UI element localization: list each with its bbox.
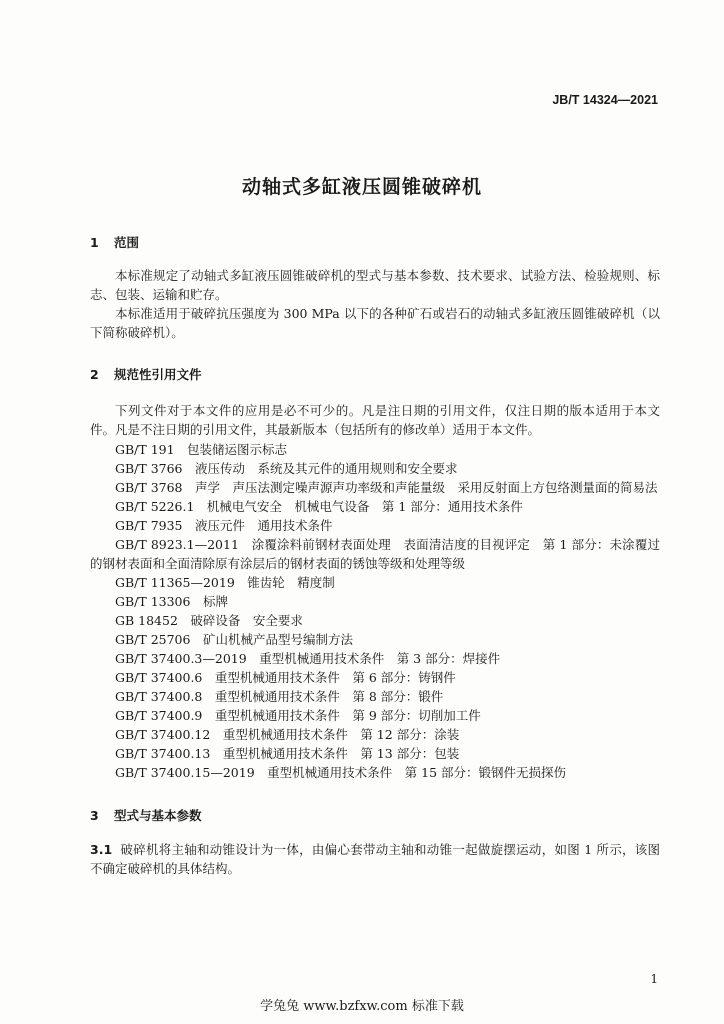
reference-item: GB/T 3766 液压传动 系统及其元件的通用规则和安全要求 <box>115 461 458 476</box>
reference-item: GB/T 37400.12 重型机械通用技术条件 第 12 部分：涂装 <box>115 727 460 742</box>
document-title: 动轴式多缸液压圆锥破碎机 <box>241 176 482 198</box>
section-3-heading <box>90 806 202 824</box>
reference-item: GB/T 13306 标牌 <box>115 594 228 609</box>
reference-item: GB/T 37400.6 重型机械通用技术条件 第 6 部分：铸钢件 <box>115 670 456 685</box>
references-intro: 下列文件对于本文件的应用是必不可少的。凡是注日期的引用文件，仅注日期的版本适用于本文件。凡是不注日期的引用文件，其最新版本（包括所有的修改单）适用于本文件。 <box>90 403 660 437</box>
reference-item: GB/T 37400.3—2019 重型机械通用技术条件 第 3 部分：焊接件 <box>115 651 501 666</box>
reference-item: GB/T 37400.8 重型机械通用技术条件 第 8 部分：锻件 <box>115 689 444 704</box>
section-number: 3 <box>90 808 99 823</box>
reference-item: GB/T 8923.1—2011 涂覆涂料前钢材表面处理 表面清洁度的目视评定 第 1 部分：未涂覆过的钢材表面和全面清除原有涂层后的钢材表面的锈蚀等级和处理等级 <box>90 537 660 571</box>
section-number: 1 <box>90 235 99 250</box>
clause-3-1 <box>90 840 660 878</box>
clause-text: 破碎机将主轴和动锥设计为一体，由偏心套带动主轴和动锥一起做旋摆运动，如图 1 所示，该图不确定破碎机的具体结构。 <box>90 842 660 876</box>
reference-item: GB/T 37400.9 重型机械通用技术条件 第 9 部分：切削加工件 <box>115 708 481 723</box>
reference-item: GB/T 37400.13 重型机械通用技术条件 第 13 部分：包装 <box>115 746 460 761</box>
reference-item: GB/T 11365—2019 锥齿轮 精度制 <box>115 575 335 590</box>
scope-paragraph: 本标准规定了动轴式多缸液压圆锥破碎机的型式与基本参数、技术要求、试验方法、检验规则、标志、包装、运输和贮存。 <box>90 268 660 302</box>
section-title: 型式与基本参数 <box>114 808 202 823</box>
section-number: 2 <box>90 367 99 382</box>
document-code: JB/T 14324—2021 <box>552 93 658 107</box>
clause-number: 3.1 <box>90 842 113 857</box>
scope-paragraph: 本标准适用于破碎抗压强度为 300 MPa 以下的各种矿石或岩石的动轴式多缸液压圆锥破碎机（以下简称破碎机）。 <box>90 306 660 340</box>
reference-item: GB/T 5226.1 机械电气安全 机械电气设备 第 1 部分：通用技术条件 <box>115 499 523 514</box>
section-title: 规范性引用文件 <box>114 367 202 382</box>
section-1-heading <box>90 233 139 251</box>
reference-item: GB/T 7935 液压元件 通用技术条件 <box>115 518 333 533</box>
reference-item: GB/T 25706 矿山机械产品型号编制方法 <box>115 632 353 647</box>
footer-watermark: 学兔兔 www.bzfxw.com 标准下载 <box>260 999 464 1014</box>
reference-item: GB/T 191 包装储运图示标志 <box>115 442 288 457</box>
reference-item: GB/T 3768 声学 声压法测定噪声源声功率级和声能量级 采用反射面上方包络测量面的简易法 <box>115 480 658 495</box>
page-number: 1 <box>650 972 658 986</box>
section-title: 范围 <box>114 235 140 250</box>
reference-item: GB 18452 破碎设备 安全要求 <box>115 613 303 628</box>
reference-item: GB/T 37400.15—2019 重型机械通用技术条件 第 15 部分：锻钢件无损探伤 <box>115 765 567 780</box>
section-2-heading <box>90 365 202 383</box>
